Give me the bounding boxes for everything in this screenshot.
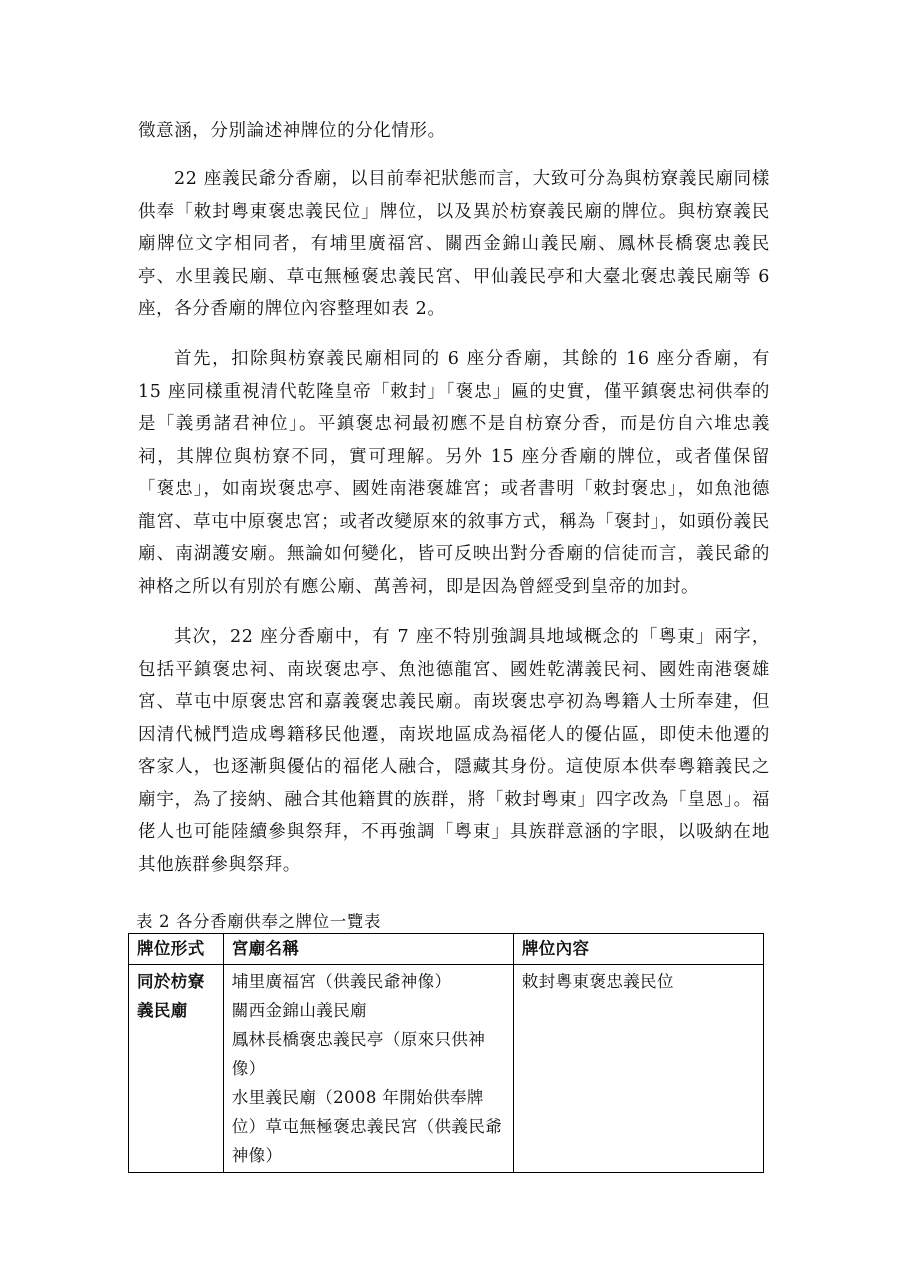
table-caption: 表 2 各分香廟供奉之牌位一覽表: [136, 912, 382, 931]
temple-item: 水里義民廟（2008 年開始供奉牌位）草屯無極褒忠義民宮（供義民爺神像）: [231, 1088, 503, 1165]
paragraph-branch-temples: 22 座義民爺分香廟，以目前奉祀狀態而言，大致可分為與枋寮義民廟同樣供奉「敕封粵東褒忠義民位」牌位，以及異於枋寮義民廟的牌位。與枋寮義民廟牌位文字相同者，有埔里廣福宮、關西金錦山義民廟、鳳林長橋褒忠義民亭、水里義民廟、草屯無極褒忠義民宮、甲仙義民亭和大臺北褒忠義民廟等 6 座，各分香廟的牌位內容整理如表 2。: [138, 169, 770, 319]
table-row: [129, 965, 764, 1173]
temple-item: 埔里廣福宮（供義民爺神像）: [231, 972, 452, 991]
plaque-content-cell: 敕封粵東褒忠義民位: [513, 965, 763, 1173]
paragraph-continuation: 徵意涵，分別論述神牌位的分化情形。: [138, 121, 446, 141]
header-temple-name: 宮廟名稱: [223, 934, 513, 965]
paragraph-second-point: 其次，22 座分香廟中，有 7 座不特別強調具地域概念的「粵東」兩字，包括平鎮褒忠祠、南崁褒忠亭、魚池德龍宮、國姓乾溝義民祠、國姓南港褒雄宮、草屯中原褒忠宮和嘉義褒忠義民廟。南崁褒忠亭初為粵籍人士所奉建，但因清代械鬥造成粵籍移民他遷，南崁地區成為福佬人的優佔區，即使未他遷的客家人，也逐漸與優佔的福佬人融合，隱藏其身份。這使原本供奉粵籍義民之廟宇，為了接納、融合其他籍貫的族群，將「敕封粵東」四字改為「皇恩」。福佬人也可能陸續參與祭拜，不再強調「粵東」具族群意涵的字眼，以吸納在地其他族群參與祭拜。: [138, 627, 770, 875]
header-plaque-form: 牌位形式: [129, 934, 224, 965]
header-plaque-content: 牌位內容: [513, 934, 763, 965]
temple-item: 鳳林長橋褒忠義民亭（原來只供神像）: [231, 1030, 486, 1078]
temple-list-cell: [223, 965, 513, 1173]
table-header-row: [129, 934, 764, 965]
plaque-table: [128, 933, 764, 1173]
plaque-form-cell: 同於枋寮義民廟: [129, 965, 224, 1173]
temple-item: 關西金錦山義民廟: [231, 1001, 367, 1020]
paragraph-first-point: 首先，扣除與枋寮義民廟相同的 6 座分香廟，其餘的 16 座分香廟，有 15 座同樣重視清代乾隆皇帝「敕封」「褒忠」匾的史實，僅平鎮褒忠祠供奉的是「義勇諸君神位」。平鎮褒忠祠最初應不是自枋寮分香，而是仿自六堆忠義祠，其牌位與枋寮不同，實可理解。另外 15 座分香廟的牌位，或者僅保留「褒忠」，如南崁褒忠亭、國姓南港褒雄宮；或者書明「敕封褒忠」，如魚池德龍宮、草屯中原褒忠宮；或者改變原來的敘事方式，稱為「褒封」，如頭份義民廟、南湖護安廟。無論如何變化，皆可反映出對分香廟的信徒而言，義民爺的神格之所以有別於有應公廟、萬善祠，即是因為曾經受到皇帝的加封。: [138, 349, 770, 597]
